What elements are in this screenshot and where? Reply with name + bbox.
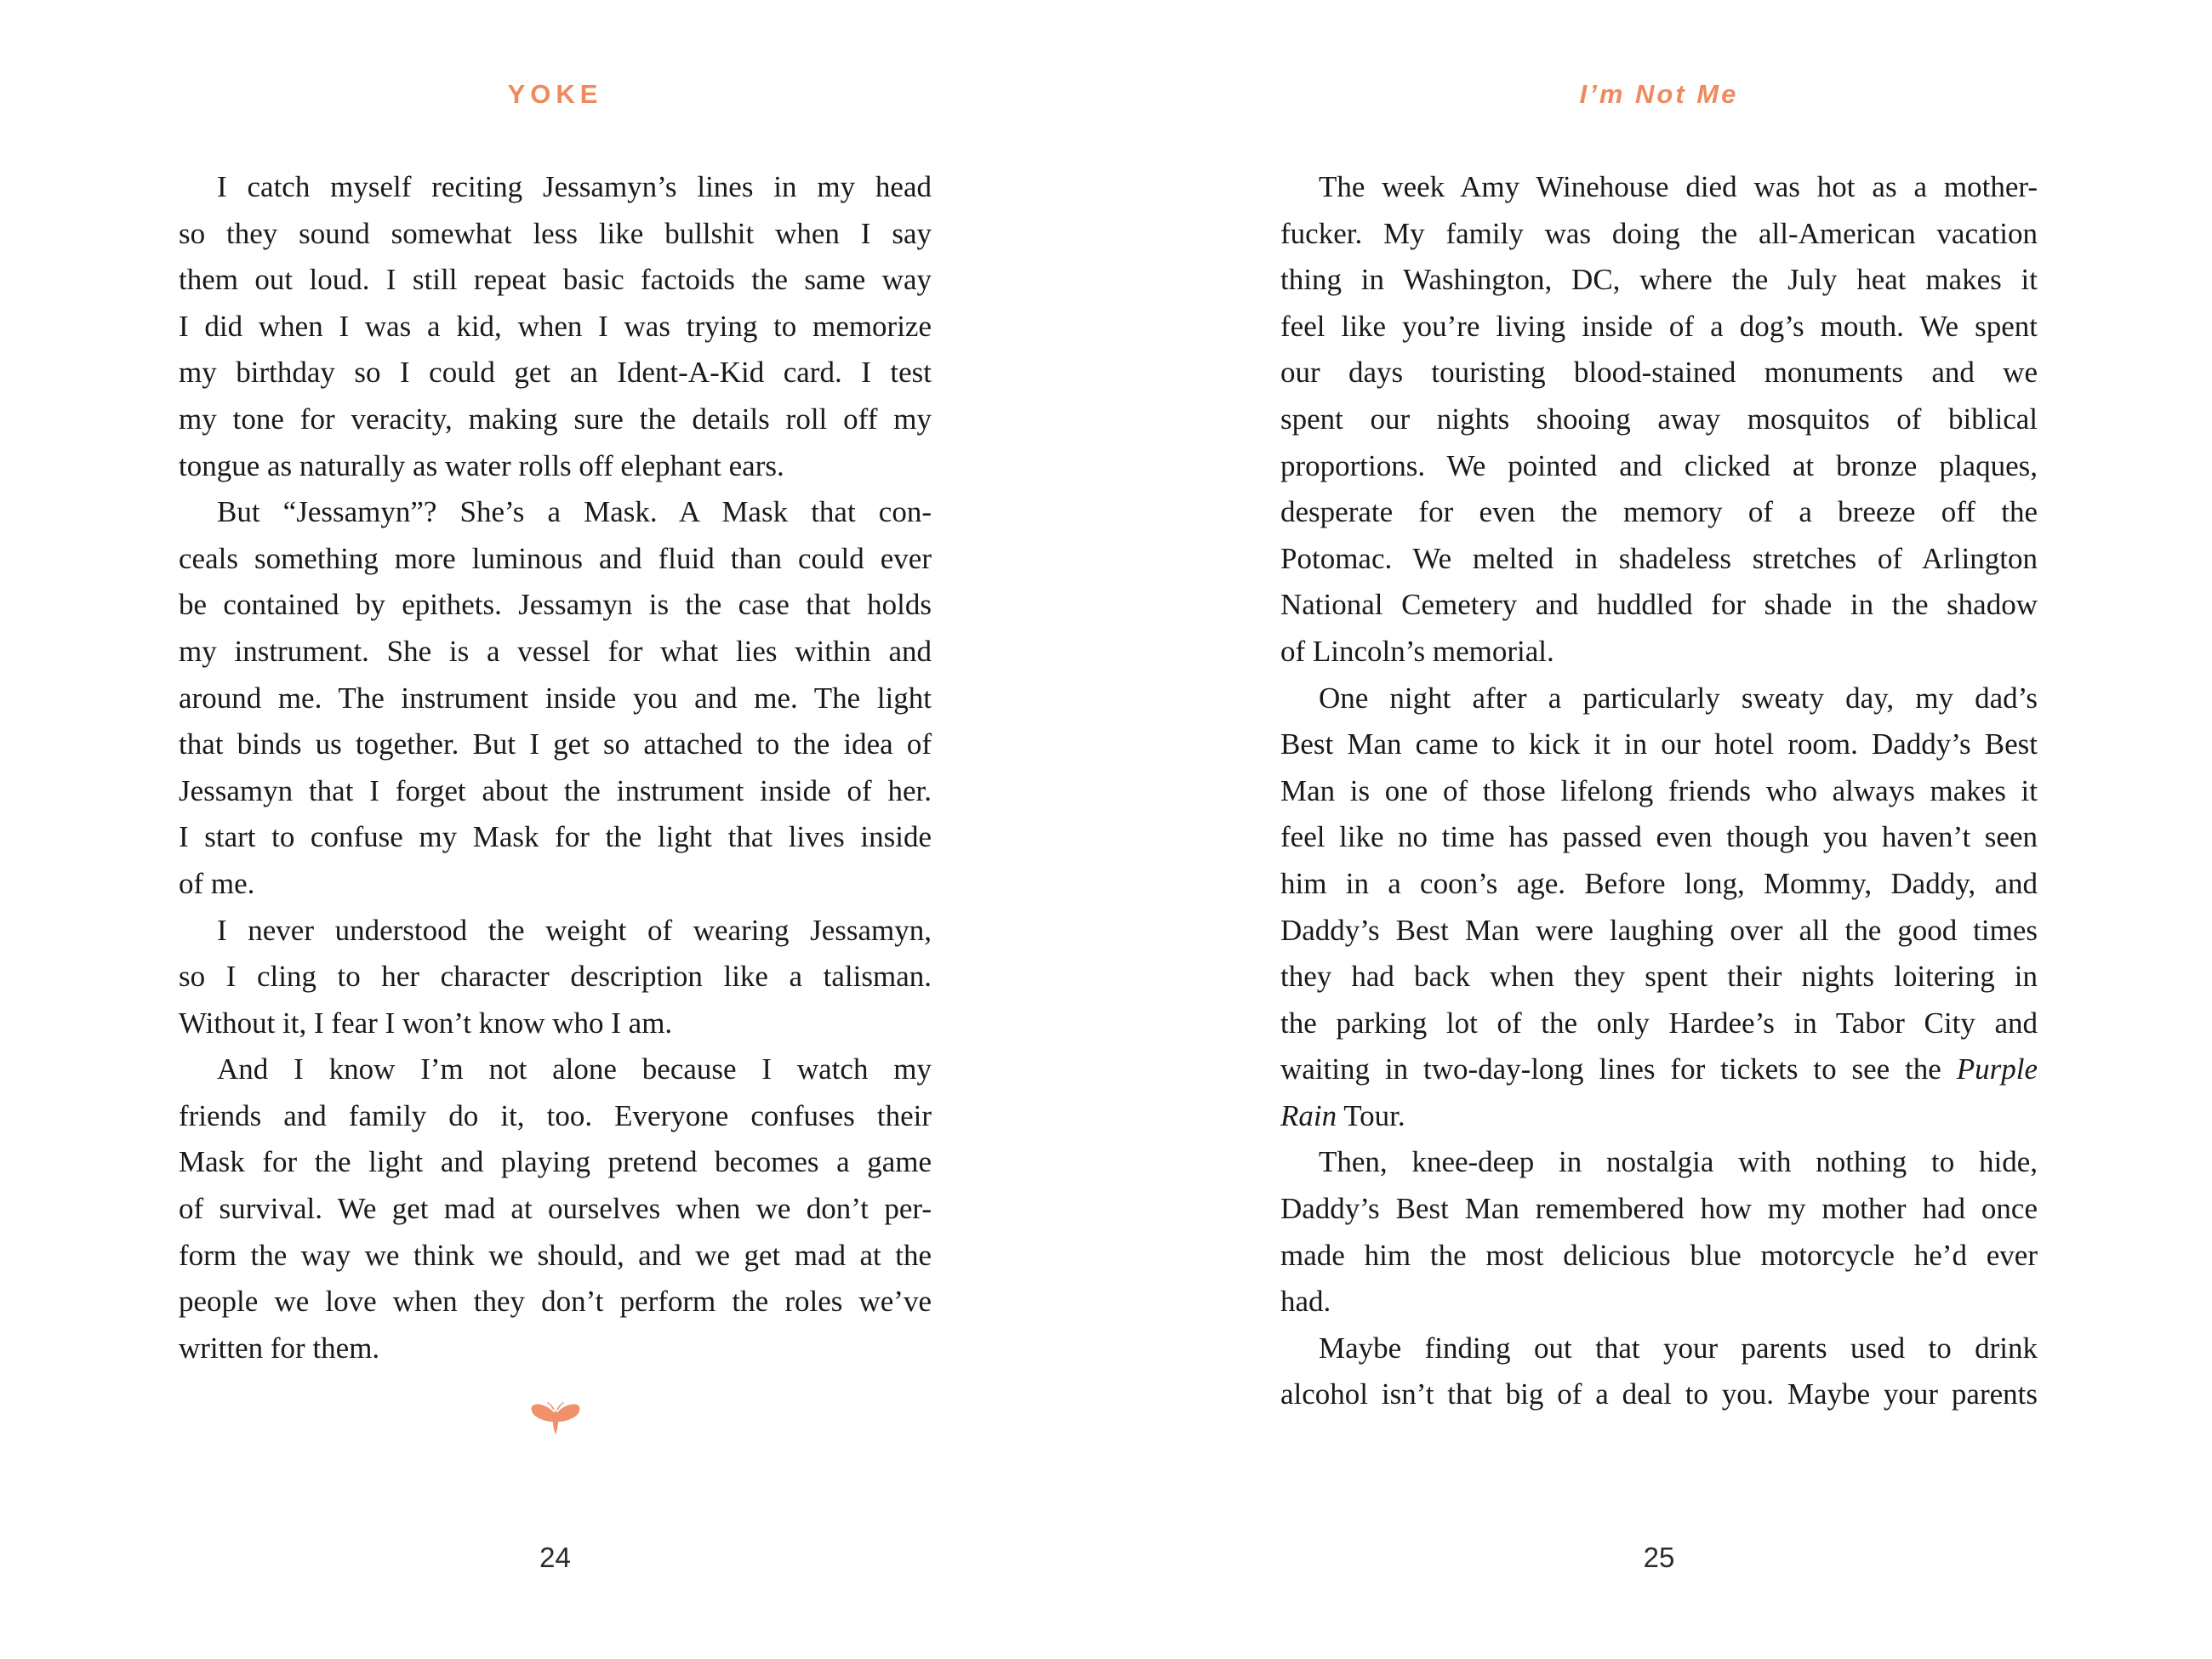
text-line: friends and family do it, too. Everyone confuses their [179, 1098, 932, 1132]
text-line: Best Man came to kick it in our hotel room. Daddy’s Best [1280, 727, 2038, 761]
paragraph [179, 1046, 932, 1371]
text-line: Mask for the light and playing pretend becomes a game [179, 1145, 932, 1179]
running-header-right: I’m Not Me [1579, 79, 1739, 109]
paragraph [179, 164, 932, 489]
text-line: be contained by epithets. Jessamyn is the case that holds [179, 588, 932, 622]
text-line: I catch myself reciting Jessamyn’s lines in my head [217, 170, 932, 203]
text-line: feel like you’re living inside of a dog’s mouth. We spent [1280, 309, 2038, 343]
text-line: my birthday so I could get an Ident-A-Kid card. I test [179, 356, 932, 390]
page-body-left [179, 164, 932, 1371]
text-line: so I cling to her character description like a talisman. [179, 960, 932, 994]
text-line: of survival. We get mad at ourselves when we don’t per- [179, 1192, 932, 1226]
text-line: they had back when they spent their nights loitering in [1280, 960, 2038, 994]
text-line: But “Jessamyn”? She’s a Mask. A Mask that con- [217, 495, 932, 529]
text-line: made him the most delicious blue motorcycle he’d ever [1280, 1238, 2038, 1272]
text-line: tongue as naturally as water rolls off elephant ears. [179, 448, 784, 482]
paragraph [1280, 676, 2038, 1140]
paragraph [1280, 1325, 2038, 1418]
text-line: Maybe finding out that your parents used to drink [1319, 1331, 2038, 1365]
text-line: written for them. [179, 1331, 380, 1365]
plain-text: waiting in two-day-long lines for tickets to see the [1280, 1052, 1957, 1086]
text-line: Potomac. We melted in shadeless stretches of Arlington [1280, 541, 2038, 575]
moth-icon [527, 1398, 584, 1439]
text-line: him in a coon’s age. Before long, Mommy, Daddy, and [1280, 866, 2038, 900]
text-line: The week Amy Winehouse died was hot as a mother- [1319, 170, 2038, 203]
text-line: our days touristing blood-stained monuments and we [1280, 356, 2038, 390]
text-line: spent our nights shooing away mosquitos of biblical [1280, 402, 2038, 436]
text-line: One night after a particularly sweaty day, my dad’s [1319, 681, 2038, 715]
page-left [179, 0, 932, 1659]
paragraph [179, 908, 932, 1047]
paragraph [1280, 164, 2038, 676]
text-line: And I know I’m not alone because I watch my [217, 1052, 932, 1086]
page-right [1280, 0, 2038, 1659]
italic-text: Rain [1280, 1098, 1337, 1132]
text-line: people we love when they don’t perform the roles we’ve [179, 1285, 932, 1319]
text-line: of me. [179, 866, 255, 900]
text-line: Daddy’s Best Man were laughing over all the good times [1280, 913, 2038, 947]
page-number-right: 25 [1643, 1542, 1675, 1573]
text-line: that binds us together. But I get so attached to the idea of [179, 727, 932, 761]
text-line: fucker. My family was doing the all-American vacation [1280, 216, 2038, 250]
text-line: I never understood the weight of wearing Jessamyn, [217, 913, 932, 947]
text-line: my instrument. She is a vessel for what lies within and [179, 634, 932, 668]
running-header-left: YOKE [507, 79, 603, 109]
text-line: had. [1280, 1285, 1331, 1319]
text-line: Without it, I fear I won’t know who I am. [179, 1006, 673, 1040]
italic-text: Purple [1956, 1052, 2038, 1086]
text-line [1280, 1093, 2038, 1140]
text-line: I did when I was a kid, when I was trying to memorize [179, 309, 932, 343]
text-line: Then, knee-deep in nostalgia with nothing to hide, [1319, 1145, 2038, 1179]
page-body-right [1280, 164, 2038, 1418]
text-line: around me. The instrument inside you and me. The light [179, 681, 932, 715]
text-line [1280, 1046, 2038, 1093]
paragraph [1280, 1139, 2038, 1325]
text-line: desperate for even the memory of a breeze off the [1280, 495, 2038, 529]
text-line: them out loud. I still repeat basic factoids the same way [179, 263, 932, 297]
text-line: Daddy’s Best Man remembered how my mother had once [1280, 1192, 2038, 1226]
text-line: Jessamyn that I forget about the instrument inside of her. [179, 773, 932, 807]
text-line: my tone for veracity, making sure the details roll off my [179, 402, 932, 436]
text-line: ceals something more luminous and fluid than could ever [179, 541, 932, 575]
text-line: of Lincoln’s memorial. [1280, 634, 1554, 668]
text-line: so they sound somewhat less like bullshit when I say [179, 216, 932, 250]
text-line: alcohol isn’t that big of a deal to you. Maybe your parents [1280, 1377, 2038, 1411]
text-line: I start to confuse my Mask for the light that lives inside [179, 820, 932, 854]
page-number-left: 24 [539, 1542, 571, 1573]
text-line: proportions. We pointed and clicked at bronze plaques, [1280, 448, 2038, 482]
text-line: thing in Washington, DC, where the July heat makes it [1280, 263, 2038, 297]
text-line: feel like no time has passed even though you haven’t seen [1280, 820, 2038, 854]
plain-text: Tour. [1337, 1098, 1405, 1132]
text-line: National Cemetery and huddled for shade in the shadow [1280, 588, 2038, 622]
text-line: Man is one of those lifelong friends who always makes it [1280, 773, 2038, 807]
text-line: the parking lot of the only Hardee’s in Tabor City and [1280, 1006, 2038, 1040]
paragraph [179, 489, 932, 907]
text-line: form the way we think we should, and we get mad at the [179, 1238, 932, 1272]
